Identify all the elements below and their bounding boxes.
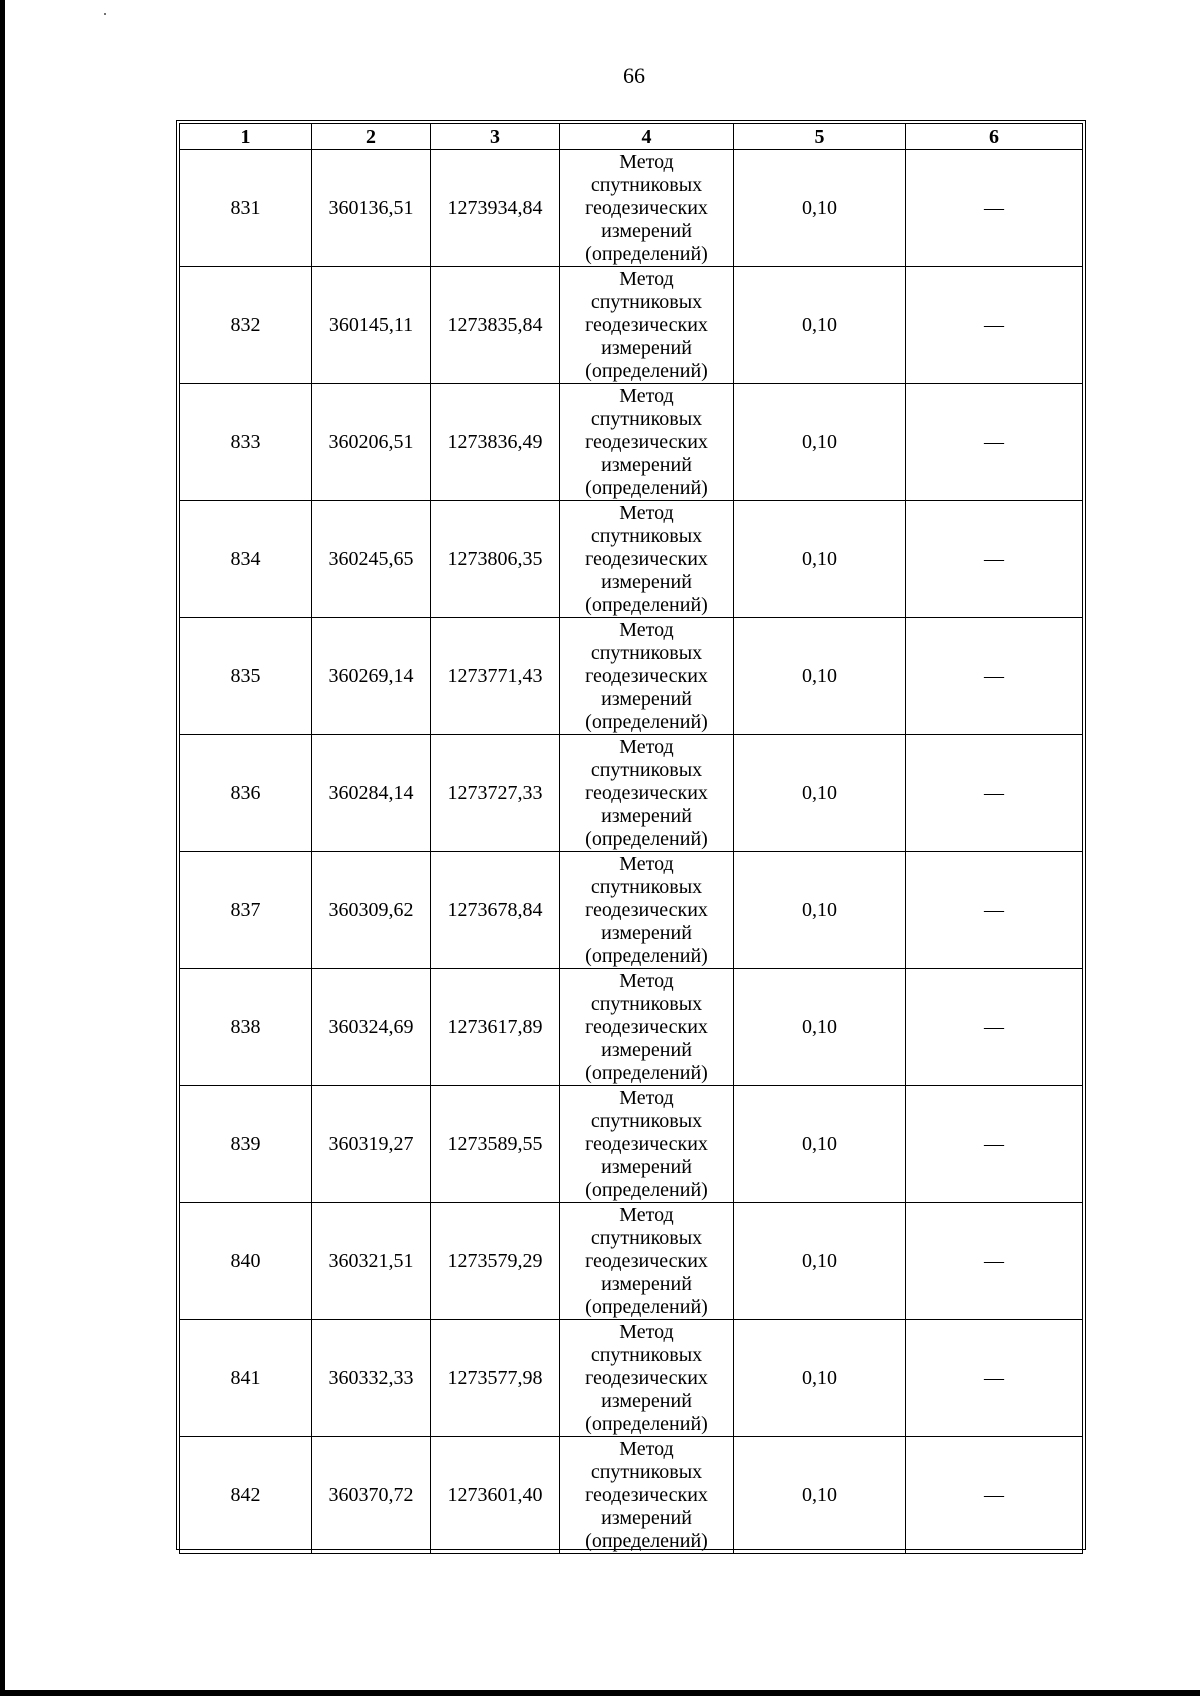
y-coordinate-cell: 1273579,29 (431, 1203, 560, 1320)
note-cell: — (906, 735, 1083, 852)
note-cell: — (906, 852, 1083, 969)
table-header (180, 124, 1083, 150)
method-line: геодезических (585, 781, 708, 804)
method-line: спутниковых (590, 758, 703, 781)
y-coordinate-cell: 1273617,89 (431, 969, 560, 1086)
x-coordinate-cell: 360136,51 (312, 150, 431, 267)
method-line: (определений) (585, 710, 708, 733)
method-line: Метод (619, 384, 674, 407)
column-header: 2 (312, 124, 431, 150)
method-line: измерений (601, 336, 692, 359)
point-number-cell: 838 (180, 969, 312, 1086)
method-cell (560, 267, 734, 384)
note-cell: — (906, 618, 1083, 735)
column-header: 3 (431, 124, 560, 150)
method-line: измерений (601, 219, 692, 242)
method-line: геодезических (585, 1366, 708, 1389)
table-row (180, 267, 1083, 384)
x-coordinate-cell: 360284,14 (312, 735, 431, 852)
x-coordinate-cell: 360319,27 (312, 1086, 431, 1203)
y-coordinate-cell: 1273601,40 (431, 1437, 560, 1554)
point-number-cell: 840 (180, 1203, 312, 1320)
scan-speck (104, 13, 106, 15)
method-line: (определений) (585, 593, 708, 616)
method-line: измерений (601, 1389, 692, 1412)
note-cell: — (906, 969, 1083, 1086)
method-cell (560, 1086, 734, 1203)
method-line: геодезических (585, 196, 708, 219)
method-line: измерений (601, 570, 692, 593)
method-line: Метод (619, 501, 674, 524)
note-cell: — (906, 1320, 1083, 1437)
accuracy-cell: 0,10 (734, 267, 906, 384)
point-number-cell: 834 (180, 501, 312, 618)
method-line: геодезических (585, 1483, 708, 1506)
y-coordinate-cell: 1273835,84 (431, 267, 560, 384)
note-cell: — (906, 1086, 1083, 1203)
table-row (180, 150, 1083, 267)
point-number-cell: 836 (180, 735, 312, 852)
method-line: спутниковых (590, 875, 703, 898)
method-line: спутниковых (590, 173, 703, 196)
method-cell (560, 1203, 734, 1320)
method-line: (определений) (585, 1178, 708, 1201)
table-row (180, 969, 1083, 1086)
x-coordinate-cell: 360206,51 (312, 384, 431, 501)
method-line: измерений (601, 453, 692, 476)
method-line: (определений) (585, 827, 708, 850)
method-line: Метод (619, 1437, 674, 1460)
method-line: измерений (601, 1506, 692, 1529)
method-line: геодезических (585, 664, 708, 687)
table-row (180, 1437, 1083, 1554)
x-coordinate-cell: 360309,62 (312, 852, 431, 969)
table-row (180, 1086, 1083, 1203)
method-line: геодезических (585, 430, 708, 453)
accuracy-cell: 0,10 (734, 1320, 906, 1437)
method-line: Метод (619, 618, 674, 641)
point-number-cell: 831 (180, 150, 312, 267)
y-coordinate-cell: 1273806,35 (431, 501, 560, 618)
method-line: Метод (619, 150, 674, 173)
method-line: (определений) (585, 1412, 708, 1435)
method-line: геодезических (585, 1132, 708, 1155)
page-number: 66 (623, 63, 645, 88)
method-line: спутниковых (590, 1343, 703, 1366)
point-number-cell: 841 (180, 1320, 312, 1437)
method-line: (определений) (585, 359, 708, 382)
table-body (180, 150, 1083, 1554)
method-line: измерений (601, 1155, 692, 1178)
method-line: геодезических (585, 898, 708, 921)
method-line: Метод (619, 1086, 674, 1109)
column-header: 4 (560, 124, 734, 150)
method-line: измерений (601, 804, 692, 827)
x-coordinate-cell: 360269,14 (312, 618, 431, 735)
note-cell: — (906, 150, 1083, 267)
method-line: Метод (619, 735, 674, 758)
y-coordinate-cell: 1273577,98 (431, 1320, 560, 1437)
scan-edge-bottom (0, 1690, 1200, 1696)
x-coordinate-cell: 360332,33 (312, 1320, 431, 1437)
note-cell: — (906, 1203, 1083, 1320)
accuracy-cell: 0,10 (734, 1203, 906, 1320)
y-coordinate-cell: 1273678,84 (431, 852, 560, 969)
point-number-cell: 832 (180, 267, 312, 384)
accuracy-cell: 0,10 (734, 384, 906, 501)
method-line: (определений) (585, 1061, 708, 1084)
method-line: геодезических (585, 313, 708, 336)
column-header: 5 (734, 124, 906, 150)
method-cell (560, 384, 734, 501)
table-row (180, 852, 1083, 969)
point-number-cell: 833 (180, 384, 312, 501)
method-line: (определений) (585, 476, 708, 499)
x-coordinate-cell: 360370,72 (312, 1437, 431, 1554)
method-line: измерений (601, 1272, 692, 1295)
method-line: (определений) (585, 1295, 708, 1318)
method-line: геодезических (585, 547, 708, 570)
table-row (180, 1203, 1083, 1320)
method-line: спутниковых (590, 1226, 703, 1249)
point-number-cell: 837 (180, 852, 312, 969)
accuracy-cell: 0,10 (734, 969, 906, 1086)
method-line: Метод (619, 267, 674, 290)
method-cell (560, 969, 734, 1086)
method-cell (560, 501, 734, 618)
column-header: 1 (180, 124, 312, 150)
method-line: измерений (601, 921, 692, 944)
table-outer-frame (176, 120, 1086, 1550)
method-line: Метод (619, 1203, 674, 1226)
method-line: спутниковых (590, 407, 703, 430)
column-header: 6 (906, 124, 1083, 150)
accuracy-cell: 0,10 (734, 501, 906, 618)
accuracy-cell: 0,10 (734, 1086, 906, 1203)
method-line: спутниковых (590, 1109, 703, 1132)
accuracy-cell: 0,10 (734, 852, 906, 969)
method-line: измерений (601, 1038, 692, 1061)
method-line: спутниковых (590, 992, 703, 1015)
accuracy-cell: 0,10 (734, 735, 906, 852)
method-line: геодезических (585, 1249, 708, 1272)
x-coordinate-cell: 360321,51 (312, 1203, 431, 1320)
method-line: (определений) (585, 944, 708, 967)
note-cell: — (906, 501, 1083, 618)
y-coordinate-cell: 1273934,84 (431, 150, 560, 267)
point-number-cell: 839 (180, 1086, 312, 1203)
accuracy-cell: 0,10 (734, 150, 906, 267)
method-line: (определений) (585, 242, 708, 265)
note-cell: — (906, 267, 1083, 384)
y-coordinate-cell: 1273836,49 (431, 384, 560, 501)
table-row (180, 618, 1083, 735)
coordinates-table (179, 123, 1083, 1554)
accuracy-cell: 0,10 (734, 618, 906, 735)
y-coordinate-cell: 1273727,33 (431, 735, 560, 852)
table-row (180, 1320, 1083, 1437)
method-cell (560, 150, 734, 267)
method-cell (560, 1437, 734, 1554)
table-row (180, 501, 1083, 618)
note-cell: — (906, 384, 1083, 501)
accuracy-cell: 0,10 (734, 1437, 906, 1554)
method-cell (560, 618, 734, 735)
method-line: (определений) (585, 1529, 708, 1552)
method-line: Метод (619, 1320, 674, 1343)
y-coordinate-cell: 1273589,55 (431, 1086, 560, 1203)
header-row (180, 124, 1083, 150)
method-line: спутниковых (590, 1460, 703, 1483)
scan-edge-left (0, 0, 5, 1696)
method-cell (560, 1320, 734, 1437)
table-row (180, 735, 1083, 852)
x-coordinate-cell: 360245,65 (312, 501, 431, 618)
method-line: спутниковых (590, 290, 703, 313)
method-line: спутниковых (590, 524, 703, 547)
method-line: геодезических (585, 1015, 708, 1038)
method-cell (560, 735, 734, 852)
point-number-cell: 842 (180, 1437, 312, 1554)
x-coordinate-cell: 360324,69 (312, 969, 431, 1086)
note-cell: — (906, 1437, 1083, 1554)
y-coordinate-cell: 1273771,43 (431, 618, 560, 735)
method-line: спутниковых (590, 641, 703, 664)
x-coordinate-cell: 360145,11 (312, 267, 431, 384)
table-row (180, 384, 1083, 501)
point-number-cell: 835 (180, 618, 312, 735)
method-line: Метод (619, 852, 674, 875)
method-line: Метод (619, 969, 674, 992)
method-cell (560, 852, 734, 969)
method-line: измерений (601, 687, 692, 710)
